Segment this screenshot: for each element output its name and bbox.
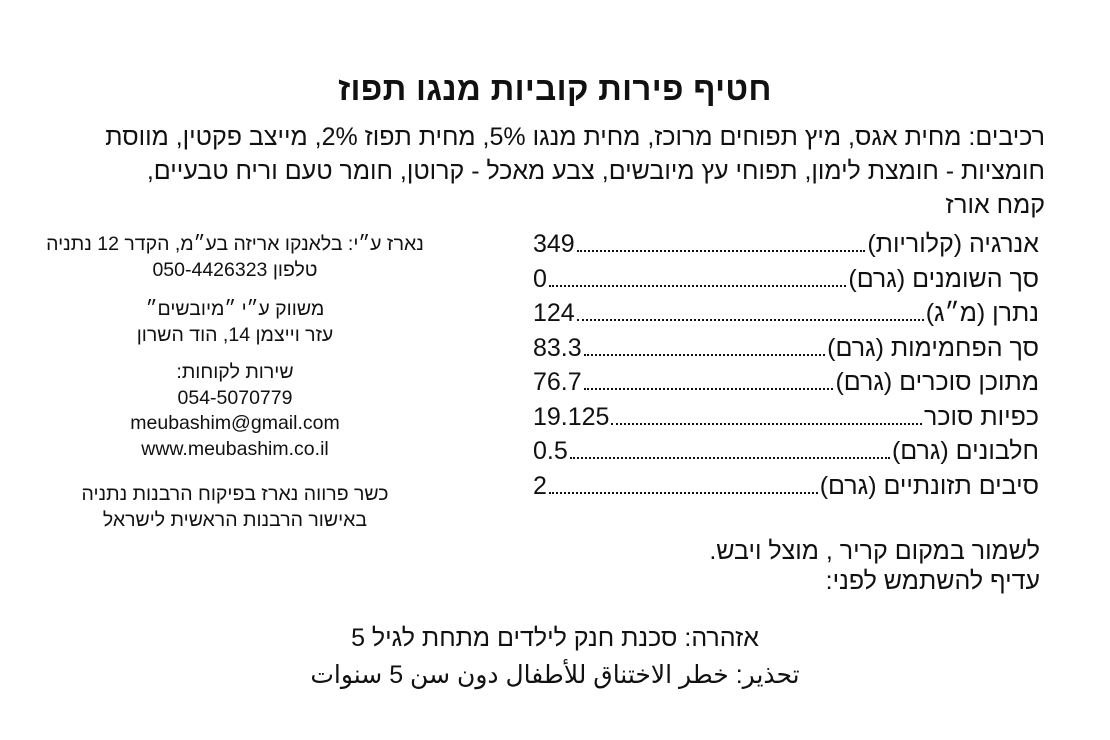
nutrition-row-sodium bbox=[533, 299, 1039, 334]
nutrition-row-sugars bbox=[533, 368, 1039, 403]
nutrition-value: 0.5 bbox=[533, 437, 568, 465]
nutrition-label: אנרגיה (קלוריות) bbox=[867, 230, 1039, 258]
nutrition-value: 0 bbox=[533, 264, 547, 293]
manufacturer-info bbox=[20, 232, 450, 533]
dot-leader bbox=[577, 250, 866, 252]
dot-leader bbox=[549, 285, 846, 287]
dot-leader bbox=[611, 423, 922, 425]
customer-service-phone: 054-5070779 bbox=[177, 386, 293, 409]
dot-leader bbox=[584, 388, 834, 390]
nutrition-label: כפיות סוכר bbox=[924, 402, 1039, 431]
nutrition-row-fat bbox=[533, 265, 1039, 300]
nutrition-label: סך הפחמימות (גרם) bbox=[827, 333, 1039, 362]
dot-leader bbox=[570, 457, 890, 459]
product-title: חטיף פירות קוביות מנגו תפוז bbox=[338, 70, 772, 107]
choking-warning bbox=[0, 620, 1110, 694]
nutrition-row-fiber bbox=[533, 472, 1039, 507]
nutrition-value: 19.125 bbox=[533, 402, 610, 431]
best-before-label: עדיף להשתמש לפני: bbox=[825, 567, 1040, 595]
storage-line: לשמור במקום קריר , מוצל ויבש. bbox=[709, 537, 1040, 565]
contact-email: meubashim@gmail.com bbox=[130, 412, 340, 434]
website-url: www.meubashim.co.il bbox=[141, 437, 329, 460]
nutrition-value: 124 bbox=[533, 299, 575, 327]
marketer-address: עזר וייצמן 14, הוד השרון bbox=[136, 323, 334, 346]
nutrition-row-carbs bbox=[533, 334, 1039, 369]
warning-hebrew: אזהרה: סכנת חנק לילדים מתחת לגיל 5 bbox=[351, 624, 759, 652]
kosher-approval: באישור הרבנות הראשית לישראל bbox=[102, 508, 368, 531]
nutrition-row-protein bbox=[533, 437, 1039, 472]
nutrition-label: נתרן (מ״ג) bbox=[925, 299, 1039, 327]
nutrition-label: חלבונים (גרם) bbox=[891, 437, 1039, 465]
ingredients-line: חומציות - חומצת לימון, תפוחי עץ מיובשים, צבע מאכל - קרוטן, חומר טעם וריח טבעיים, bbox=[146, 157, 1045, 185]
packer-phone: טלפון 050-4426323 bbox=[152, 258, 318, 281]
kosher-line: כשר פרווה נארז בפיקוח הרבנות נתניה bbox=[81, 483, 389, 505]
marketer-line: משווק ע״י ״מיובשים״ bbox=[145, 298, 325, 320]
ingredients-line: רכיבים: מחית אגס, מיץ תפוחים מרוכז, מחית מנגו 5%, מחית תפוז 2%, מייצב פקטין, מווסת bbox=[105, 123, 1045, 151]
nutrition-row-energy bbox=[533, 230, 1039, 265]
nutrition-value: 349 bbox=[533, 230, 575, 258]
nutrition-value: 83.3 bbox=[533, 333, 582, 362]
dot-leader bbox=[577, 319, 924, 321]
dot-leader bbox=[584, 354, 825, 356]
nutrition-value: 2 bbox=[533, 471, 547, 500]
packer-line: נארז ע״י: בלאנקו אריזה בע״מ, הקדר 12 נתניה bbox=[46, 233, 424, 255]
customer-service-label: שירות לקוחות: bbox=[176, 361, 294, 383]
nutrition-label: סיבים תזונתיים (גרם) bbox=[819, 471, 1039, 500]
storage-instructions bbox=[540, 536, 1040, 596]
nutrition-value: 76.7 bbox=[533, 368, 582, 396]
nutrition-facts bbox=[533, 230, 1039, 506]
ingredients-line: קמח אורז bbox=[945, 191, 1045, 219]
dot-leader bbox=[549, 492, 818, 494]
nutrition-label: סך השומנים (גרם) bbox=[848, 264, 1039, 293]
nutrition-label: מתוכן סוכרים (גרם) bbox=[835, 368, 1039, 396]
ingredients-text bbox=[90, 120, 1045, 222]
warning-arabic: تحذير: خطر الاختناق للأطفال دون سن 5 سنوات bbox=[310, 661, 800, 689]
nutrition-row-sugar-teaspoons bbox=[533, 403, 1039, 438]
